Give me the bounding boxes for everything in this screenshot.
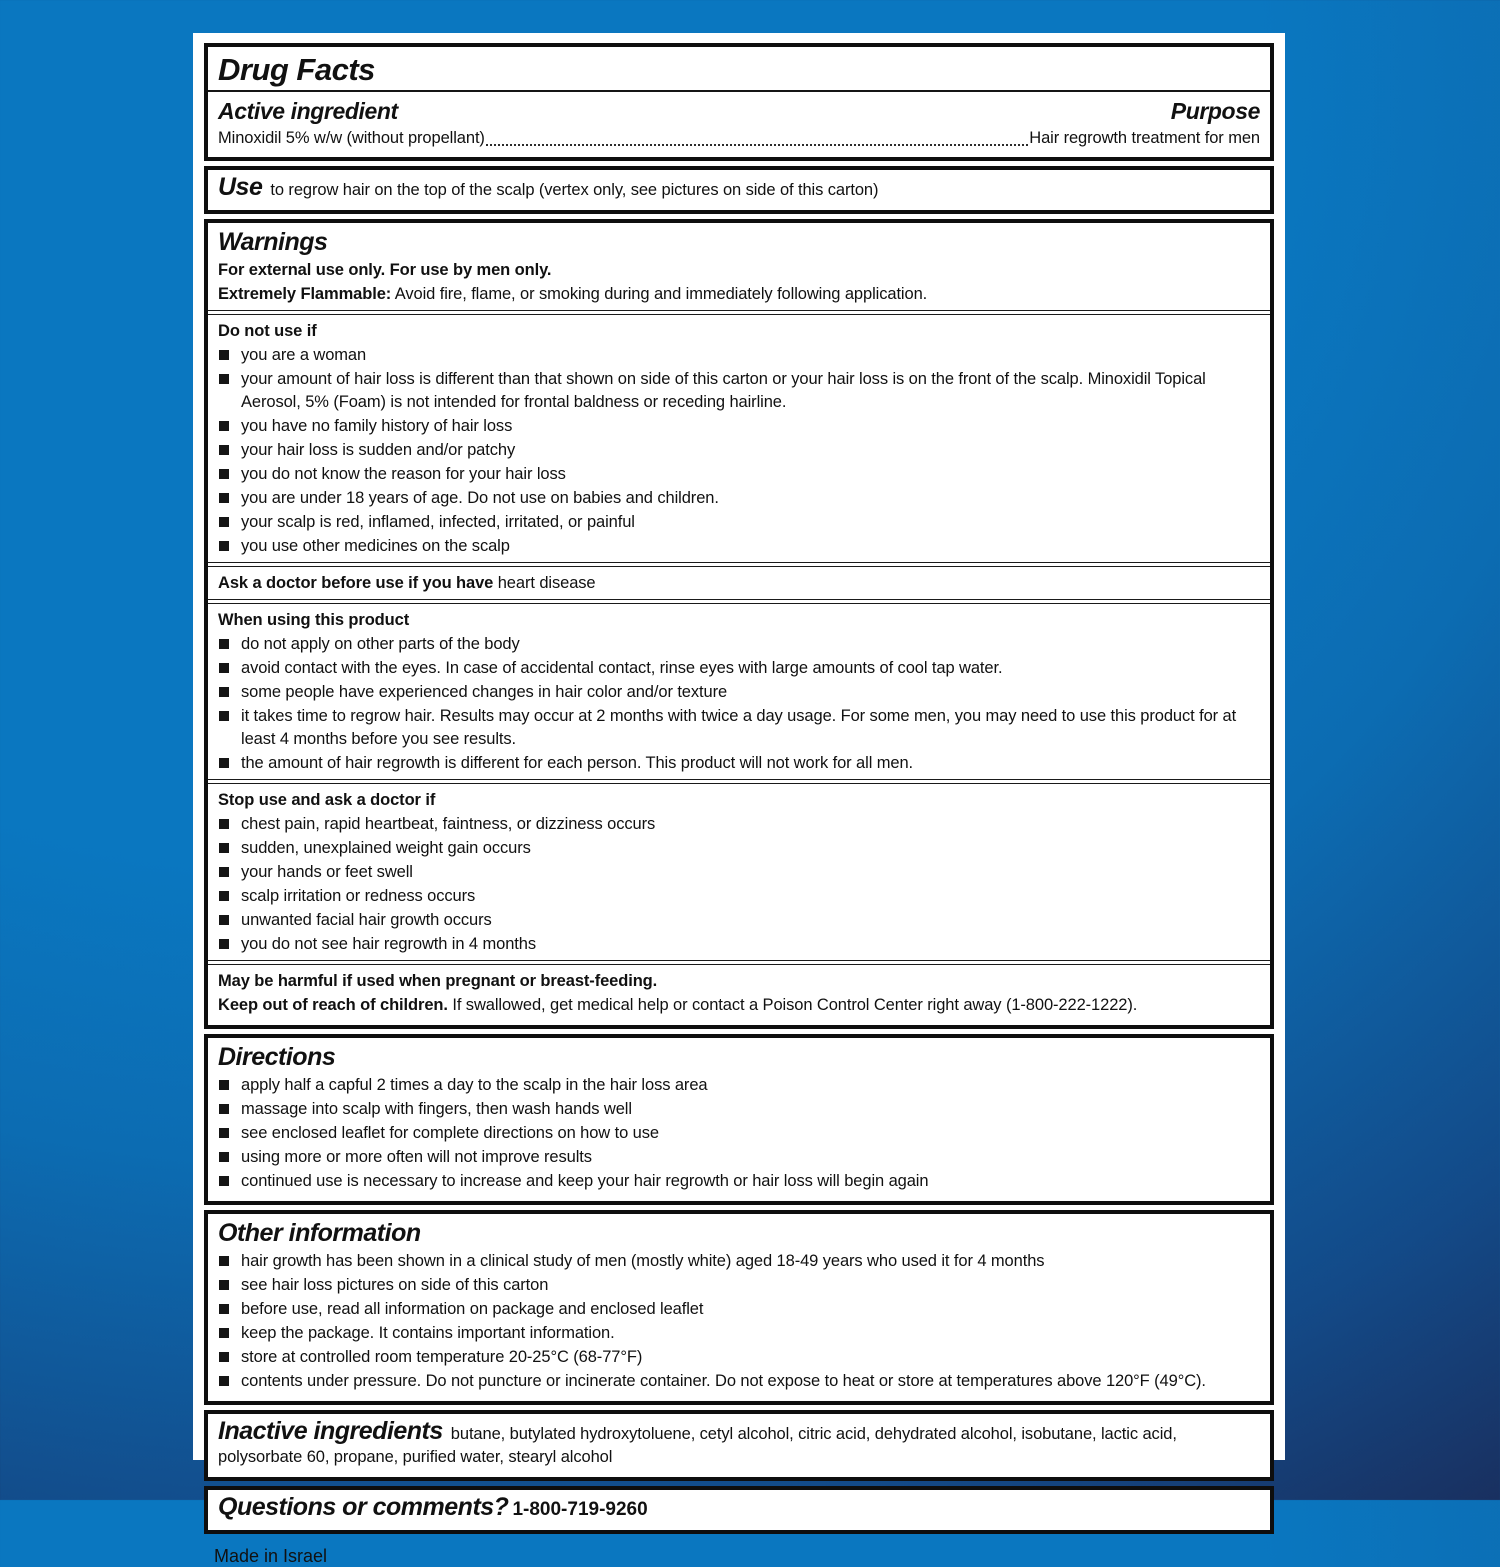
- bullet-item: your hair loss is sudden and/or patchy: [218, 439, 1260, 462]
- bullet-item: see enclosed leaflet for complete directions on how to use: [218, 1122, 1260, 1145]
- keep-out-text: If swallowed, get medical help or contact a Poison Control Center right away (1-800-222-1222).: [447, 996, 1138, 1014]
- active-ingredient-row: [218, 96, 1260, 126]
- divider: [208, 599, 1270, 604]
- purpose-heading: Purpose: [1170, 98, 1260, 124]
- bullet-item: using more or more often will not improve results: [218, 1146, 1260, 1169]
- divider: [208, 562, 1270, 567]
- bullet-item: avoid contact with the eyes. In case of accidental contact, rinse eyes with large amounts of cool tap water.: [218, 657, 1260, 680]
- bullet-item: massage into scalp with fingers, then wash hands well: [218, 1098, 1260, 1121]
- section-use: [204, 166, 1274, 214]
- use-line: [218, 174, 1260, 202]
- section-questions: [204, 1486, 1274, 1534]
- flammable-text: Avoid fire, flame, or smoking during and immediately following application.: [391, 285, 928, 303]
- directions-list: [218, 1074, 1260, 1193]
- other-information-heading: Other information: [218, 1219, 421, 1247]
- bullet-item: you have no family history of hair loss: [218, 415, 1260, 438]
- use-text: to regrow hair on the top of the scalp (vertex only, see pictures on side of this carton): [270, 181, 879, 199]
- section-directions: [204, 1034, 1274, 1205]
- bullet-item: you are under 18 years of age. Do not use on babies and children.: [218, 487, 1260, 510]
- ask-doctor-text: heart disease: [493, 574, 596, 592]
- inactive-ingredients-text: butane, butylated hydroxytoluene, cetyl alcohol, citric acid, dehydrated alcohol, isobutane, lactic acid, polysorbate 60, propane, purified water, stearyl alcohol: [218, 1425, 1177, 1466]
- bullet-item: you use other medicines on the scalp: [218, 535, 1260, 558]
- bullet-item: chest pain, rapid heartbeat, faintness, or dizziness occurs: [218, 813, 1260, 836]
- bullet-item: your scalp is red, inflamed, infected, irritated, or painful: [218, 511, 1260, 534]
- harmful-line: May be harmful if used when pregnant or breast-feeding.: [218, 972, 658, 990]
- section-warnings: [204, 219, 1274, 1029]
- made-in-text: Made in Israel: [214, 1546, 328, 1566]
- active-ingredient-heading: Active ingredient: [218, 98, 398, 124]
- divider: [208, 310, 1270, 315]
- section-inactive-ingredients: [204, 1410, 1274, 1481]
- warnings-heading: Warnings: [218, 228, 328, 256]
- ask-doctor-lead: Ask a doctor before use if you have: [218, 574, 494, 592]
- ingredient-name: Minoxidil 5% w/w (without propellant): [218, 129, 485, 147]
- stop-use-list: [218, 813, 1260, 956]
- bullet-item: it takes time to regrow hair. Results may occur at 2 months with twice a day usage. For some men, you may need to use this product for at least 4 months before you see results.: [218, 705, 1260, 751]
- ask-doctor-line: [218, 572, 1260, 595]
- do-not-use-heading: Do not use if: [218, 322, 317, 340]
- do-not-use-list: [218, 344, 1260, 558]
- bullet-item: continued use is necessary to increase and keep your hair regrowth or hair loss will begin again: [218, 1170, 1260, 1193]
- bullet-item: you do not know the reason for your hair loss: [218, 463, 1260, 486]
- external-use-line: For external use only. For use by men only.: [218, 261, 552, 279]
- bullet-item: apply half a capful 2 times a day to the scalp in the hair loss area: [218, 1074, 1260, 1097]
- keep-out-lead: Keep out of reach of children.: [218, 996, 448, 1014]
- inactive-ingredients-line: [218, 1418, 1260, 1469]
- drug-facts-title: Drug Facts: [218, 52, 375, 87]
- stop-use-heading: Stop use and ask a doctor if: [218, 791, 436, 809]
- bullet-item: the amount of hair regrowth is different for each person. This product will not work for all men.: [218, 752, 1260, 775]
- inactive-ingredients-heading: Inactive ingredients: [218, 1417, 443, 1445]
- dotted-leader: [486, 144, 1028, 146]
- ingredient-line: [218, 127, 1260, 150]
- bullet-item: hair growth has been shown in a clinical study of men (mostly white) aged 18-49 years who used it for 4 months: [218, 1250, 1260, 1273]
- flammable-lead: Extremely Flammable:: [218, 285, 392, 303]
- divider: [208, 90, 1270, 92]
- bullet-item: some people have experienced changes in hair color and/or texture: [218, 681, 1260, 704]
- bullet-item: your amount of hair loss is different than that shown on side of this carton or your hair loss is on the front of the scalp. Minoxidil Topical Aerosol, 5% (Foam) is not intended for frontal baldness or receding hairline.: [218, 368, 1260, 414]
- when-using-heading: When using this product: [218, 611, 410, 629]
- other-information-list: [218, 1250, 1260, 1393]
- keep-out-line: [218, 994, 1260, 1017]
- drug-facts-panel: [193, 33, 1285, 1566]
- bullet-item: you are a woman: [218, 344, 1260, 367]
- flammable-line: [218, 283, 1260, 306]
- bullet-item: store at controlled room temperature 20-25°C (68-77°F): [218, 1346, 1260, 1369]
- purpose-text: Hair regrowth treatment for men: [1029, 129, 1260, 147]
- questions-phone: 1-800-719-9260: [512, 1499, 648, 1520]
- questions-heading: Questions or comments?: [218, 1493, 509, 1521]
- bullet-item: see hair loss pictures on side of this carton: [218, 1274, 1260, 1297]
- section-other-information: [204, 1210, 1274, 1405]
- questions-line: [218, 1494, 1260, 1522]
- divider: [208, 779, 1270, 784]
- when-using-list: [218, 633, 1260, 775]
- bullet-item: unwanted facial hair growth occurs: [218, 909, 1260, 932]
- bullet-item: sudden, unexplained weight gain occurs: [218, 837, 1260, 860]
- bullet-item: keep the package. It contains important information.: [218, 1322, 1260, 1345]
- divider: [208, 960, 1270, 965]
- section-header: [204, 43, 1274, 161]
- bullet-item: do not apply on other parts of the body: [218, 633, 1260, 656]
- bullet-item: contents under pressure. Do not puncture or incinerate container. Do not expose to heat or store at temperatures above 120°F (49°C).: [218, 1370, 1260, 1393]
- bullet-item: your hands or feet swell: [218, 861, 1260, 884]
- directions-heading: Directions: [218, 1043, 336, 1071]
- use-heading: Use: [218, 173, 263, 201]
- bullet-item: before use, read all information on package and enclosed leaflet: [218, 1298, 1260, 1321]
- bullet-item: scalp irritation or redness occurs: [218, 885, 1260, 908]
- bullet-item: you do not see hair regrowth in 4 months: [218, 933, 1260, 956]
